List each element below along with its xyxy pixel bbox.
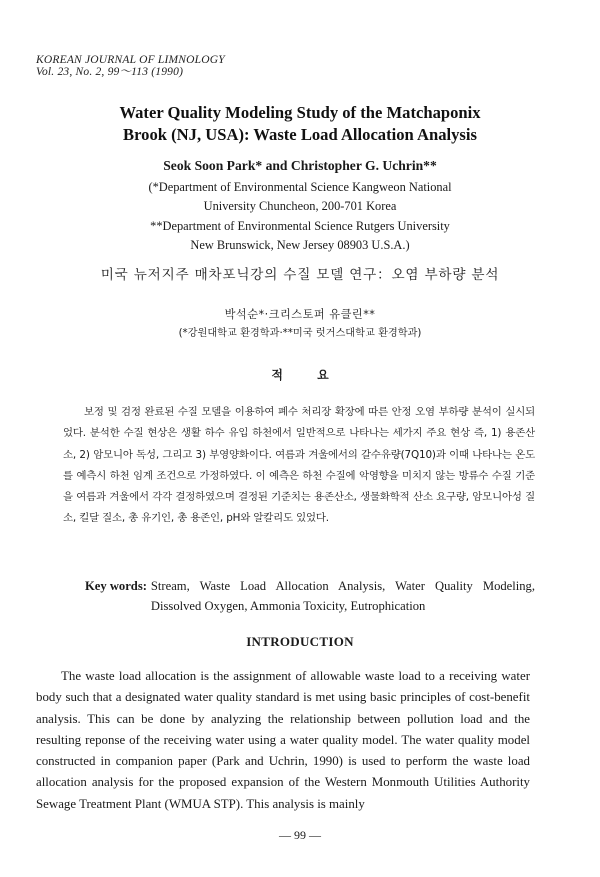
page-number: — 99 — (279, 828, 321, 842)
korean-affiliations: (*강원대학교 환경학과·**미국 럿거스대학교 환경학과) (178, 328, 422, 339)
affiliations (0, 178, 600, 255)
journal-header (36, 54, 225, 78)
affiliation-line: (*Department of Environmental Science Kangweon National (148, 180, 452, 194)
paper-title (0, 102, 600, 146)
affiliation-line: **Department of Environmental Science Rutgers University (150, 218, 450, 233)
korean-abstract: 보정 및 검정 완료된 수질 모델을 이용하여 폐수 처리장 확장에 따른 안정 오염 부하량 분석이 실시되었다. 분석한 수질 현상은 생활 하수 유입 하천에서 일반적으로 나타나는 세가지 주요 현상 즉, 1) 용존산소, 2) 암모니아 독성, 그리고 3) 부영양화이다. 여름과 겨울에서의 갈수유량(7Q10)과 이때 나타나는 온도를 예측시 하천 임계 조건으로 가정하였다. 이 예측은 하천 수질에 악영향을 미치지 않는 방류수 수질 기준을 여름과 겨울에서 각각 결정하였으며 결정된 기준치는 용존산소, 생물화학적 산소 요구량, 암모니아성 질소, 킬달 질소, 총 유기인, 총 용존인, pH와 알칼리도 있었다. (63, 406, 535, 525)
korean-authors: 박석순*·크리스토퍼 유클린** (224, 308, 376, 321)
keywords (85, 576, 535, 616)
keywords-text: Stream, Waste Load Allocation Analysis, Water Quality Modeling, Dissolved Oxygen, Ammonia Toxicity, Eutrophication (150, 579, 535, 613)
introduction-heading: INTRODUCTION (246, 634, 354, 649)
affiliation-line: New Brunswick, New Jersey 08903 U.S.A.) (190, 237, 410, 252)
paper-title-line-2: Brook (NJ, USA): Waste Load Allocation Analysis (123, 125, 477, 144)
keywords-label: Key words: (85, 579, 147, 593)
introduction-paragraph: The waste load allocation is the assignment of allowable waste load to a receiving water body such that a designated water quality standard is met using basic principles of cost-benefit analysis. This can be done by analyzing the relationship between pollution load and the resulting reponse of the receiving water using a water quality model. The water quality model constructed in companion paper (Park and Uchrin, 1990) is used to perform the waste load allocation analysis for the proposed expansion of the Western Monmouth Utilities Authority Sewage Treatment Plant (WMUA STP). This analysis is mainly (36, 669, 530, 811)
authors: Seok Soon Park* and Christopher G. Uchrin** (163, 158, 437, 173)
journal-name: KOREAN JOURNAL OF LIMNOLOGY (36, 54, 225, 66)
paper-title-line-1: Water Quality Modeling Study of the Matchaponix (119, 103, 481, 122)
journal-volume: Vol. 23, No. 2, 99～113 (1990) (36, 66, 184, 78)
affiliation-line: University Chuncheon, 200-701 Korea (203, 199, 397, 214)
korean-title: 미국 뉴저지주 매차포닉강의 수질 모델 연구：오염 부하량 분석 (100, 267, 500, 283)
abstract-heading: 적 요 (271, 368, 329, 382)
